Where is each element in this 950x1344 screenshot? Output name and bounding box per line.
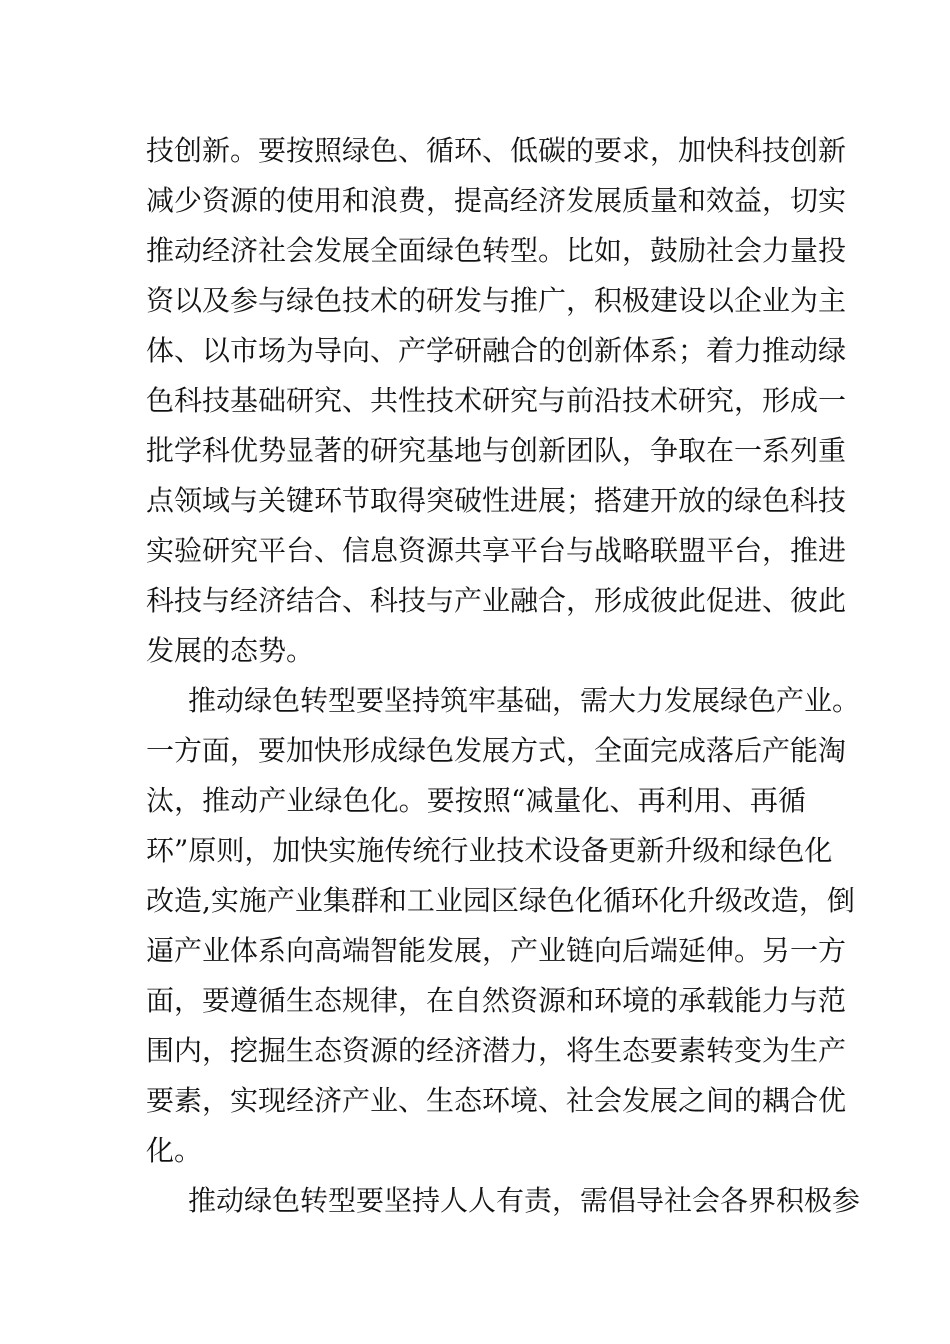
text-line: 发展的态势。 [146, 634, 315, 667]
text-line: 要素，实现经济产业、生态环境、社会发展之间的耦合优 [146, 1084, 847, 1117]
text-line: 汰，推动产业绿色化。要按照“减量化、再利用、再循 [146, 784, 806, 817]
text-line: 科技与经济结合、科技与产业融合，形成彼此促进、彼此 [146, 584, 847, 617]
paragraph-first-line: 推动绿色转型要坚持人人有责，需倡导社会各界积极参 [188, 1184, 861, 1217]
text-line: 推动经济社会发展全面绿色转型。比如，鼓励社会力量投 [146, 234, 847, 267]
text-line: 资以及参与绿色技术的研发与推广，积极建设以企业为主 [146, 284, 847, 317]
text-line: 减少资源的使用和浪费，提高经济发展质量和效益，切实 [146, 184, 847, 217]
text-line: 色科技基础研究、共性技术研究与前沿技术研究，形成一 [146, 384, 847, 417]
text-line: 化。 [146, 1134, 203, 1167]
text-line: 体、以市场为导向、产学研融合的创新体系；着力推动绿 [146, 334, 847, 367]
text-line: 点领域与关键环节取得突破性进展；搭建开放的绿色科技 [146, 484, 847, 517]
text-line: 环”原则，加快实施传统行业技术设备更新升级和绿色化 [146, 834, 833, 867]
text-line: 围内，挖掘生态资源的经济潜力，将生态要素转变为生产 [146, 1034, 847, 1067]
text-line: 改造,实施产业集群和工业园区绿色化循环化升级改造，倒 [146, 884, 855, 917]
paragraph-first-line: 推动绿色转型要坚持筑牢基础，需大力发展绿色产业。 [188, 684, 861, 717]
text-line: 逼产业体系向高端智能发展，产业链向后端延伸。另一方 [146, 934, 847, 967]
text-line: 面，要遵循生态规律，在自然资源和环境的承载能力与范 [146, 984, 847, 1017]
text-line: 实验研究平台、信息资源共享平台与战略联盟平台，推进 [146, 534, 847, 567]
text-line: 一方面，要加快形成绿色发展方式，全面完成落后产能淘 [146, 734, 847, 767]
text-line: 技创新。要按照绿色、循环、低碳的要求，加快科技创新 [146, 134, 847, 167]
text-line: 批学科优势显著的研究基地与创新团队，争取在一系列重 [146, 434, 847, 467]
